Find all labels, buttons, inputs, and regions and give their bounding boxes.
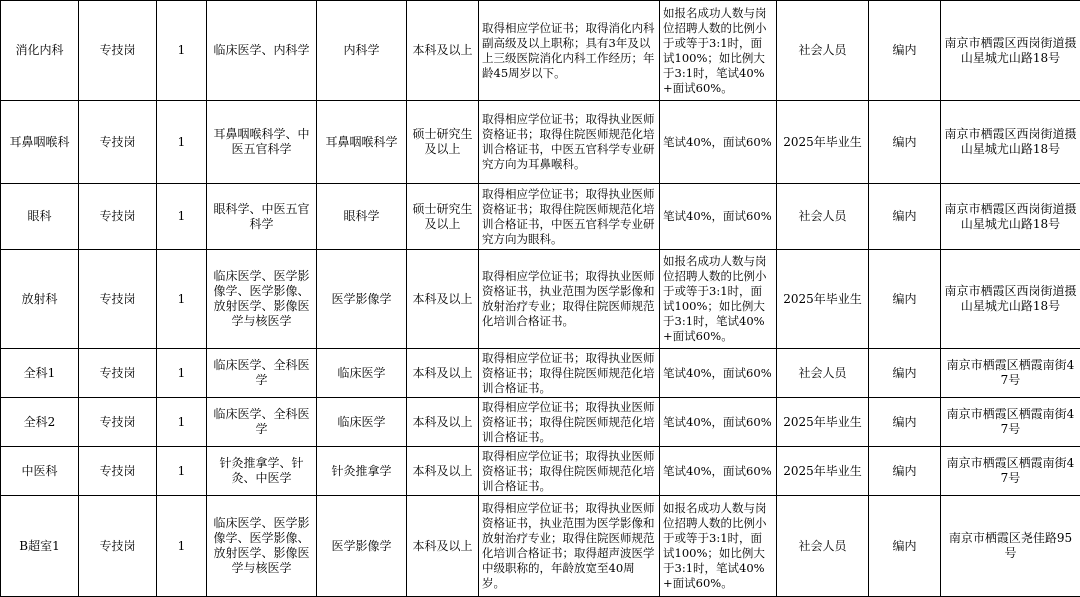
education-cell: 本科及以上 bbox=[407, 496, 479, 597]
target-cell: 2025年毕业生 bbox=[777, 398, 869, 447]
education-cell: 本科及以上 bbox=[407, 447, 479, 496]
requirement-cell: 取得相应学位证书；取得消化内科副高级及以上职称；具有3年及以上三级医院消化内科工作经历；年龄45周岁以下。 bbox=[479, 1, 660, 101]
major-cell: 针灸推拿学、针灸、中医学 bbox=[207, 447, 317, 496]
dept-cell: 中医科 bbox=[1, 447, 79, 496]
count-cell: 1 bbox=[157, 250, 207, 349]
table-row bbox=[1, 447, 1080, 496]
address-cell: 南京市栖霞区西岗街道摄山星城尤山路18号 bbox=[941, 1, 1080, 101]
major-cell: 眼科学、中医五官科学 bbox=[207, 184, 317, 250]
education-cell: 本科及以上 bbox=[407, 1, 479, 101]
major2-cell: 内科学 bbox=[317, 1, 407, 101]
table-row bbox=[1, 496, 1080, 597]
exam-cell: 如报名成功人数与岗位招聘人数的比例小于或等于3:1时，面试100%；如比例大于3:1时，笔试40%+面试60%。 bbox=[660, 250, 777, 349]
education-cell: 本科及以上 bbox=[407, 349, 479, 398]
staffing-cell: 编内 bbox=[869, 349, 941, 398]
address-cell: 南京市栖霞区尧佳路95号 bbox=[941, 496, 1080, 597]
table-row bbox=[1, 250, 1080, 349]
post-type-cell: 专技岗 bbox=[79, 1, 157, 101]
count-cell: 1 bbox=[157, 447, 207, 496]
exam-cell: 如报名成功人数与岗位招聘人数的比例小于或等于3:1时，面试100%；如比例大于3:1时，笔试40%+面试60%。 bbox=[660, 1, 777, 101]
major2-cell: 医学影像学 bbox=[317, 250, 407, 349]
table-row bbox=[1, 349, 1080, 398]
requirement-cell: 取得相应学位证书；取得执业医师资格证书；取得住院医师规范化培训合格证书。 bbox=[479, 349, 660, 398]
target-cell: 社会人员 bbox=[777, 496, 869, 597]
dept-cell: 全科1 bbox=[1, 349, 79, 398]
requirement-cell: 取得相应学位证书；取得执业医师资格证书；取得住院医师规范化培训合格证书。 bbox=[479, 398, 660, 447]
exam-cell: 笔试40%，面试60% bbox=[660, 447, 777, 496]
count-cell: 1 bbox=[157, 398, 207, 447]
count-cell: 1 bbox=[157, 349, 207, 398]
dept-cell: 耳鼻咽喉科 bbox=[1, 101, 79, 184]
requirement-cell: 取得相应学位证书；取得执业医师资格证书；取得住院医师规范化培训合格证书。 bbox=[479, 447, 660, 496]
count-cell: 1 bbox=[157, 496, 207, 597]
dept-cell: B超室1 bbox=[1, 496, 79, 597]
address-cell: 南京市栖霞区栖霞南街47号 bbox=[941, 447, 1080, 496]
address-cell: 南京市栖霞区西岗街道摄山星城尤山路18号 bbox=[941, 184, 1080, 250]
dept-cell: 消化内科 bbox=[1, 1, 79, 101]
target-cell: 2025年毕业生 bbox=[777, 101, 869, 184]
dept-cell: 全科2 bbox=[1, 398, 79, 447]
table-row bbox=[1, 101, 1080, 184]
post-type-cell: 专技岗 bbox=[79, 398, 157, 447]
exam-cell: 笔试40%，面试60% bbox=[660, 184, 777, 250]
major-cell: 临床医学、全科医学 bbox=[207, 349, 317, 398]
post-type-cell: 专技岗 bbox=[79, 184, 157, 250]
count-cell: 1 bbox=[157, 184, 207, 250]
education-cell: 硕士研究生及以上 bbox=[407, 184, 479, 250]
staffing-cell: 编内 bbox=[869, 184, 941, 250]
address-cell: 南京市栖霞区栖霞南街47号 bbox=[941, 398, 1080, 447]
post-type-cell: 专技岗 bbox=[79, 250, 157, 349]
requirement-cell: 取得相应学位证书；取得执业医师资格证书，执业范围为医学影像和放射治疗专业；取得住院医师规范化培训合格证书。 bbox=[479, 250, 660, 349]
major-cell: 临床医学、内科学 bbox=[207, 1, 317, 101]
major2-cell: 医学影像学 bbox=[317, 496, 407, 597]
major2-cell: 眼科学 bbox=[317, 184, 407, 250]
target-cell: 2025年毕业生 bbox=[777, 250, 869, 349]
table-row bbox=[1, 1, 1080, 101]
post-type-cell: 专技岗 bbox=[79, 349, 157, 398]
requirement-cell: 取得相应学位证书；取得执业医师资格证书；取得住院医师规范化培训合格证书，中医五官科学专业研究方向为耳鼻喉科。 bbox=[479, 101, 660, 184]
major2-cell: 耳鼻咽喉科学 bbox=[317, 101, 407, 184]
exam-cell: 笔试40%，面试60% bbox=[660, 349, 777, 398]
target-cell: 社会人员 bbox=[777, 349, 869, 398]
staffing-cell: 编内 bbox=[869, 250, 941, 349]
target-cell: 社会人员 bbox=[777, 1, 869, 101]
post-type-cell: 专技岗 bbox=[79, 496, 157, 597]
exam-cell: 如报名成功人数与岗位招聘人数的比例小于或等于3:1时，面试100%；如比例大于3:1时，笔试40%+面试60%。 bbox=[660, 496, 777, 597]
education-cell: 本科及以上 bbox=[407, 398, 479, 447]
major2-cell: 临床医学 bbox=[317, 349, 407, 398]
staffing-cell: 编内 bbox=[869, 496, 941, 597]
exam-cell: 笔试40%，面试60% bbox=[660, 398, 777, 447]
staffing-cell: 编内 bbox=[869, 398, 941, 447]
major-cell: 耳鼻咽喉科学、中医五官科学 bbox=[207, 101, 317, 184]
target-cell: 社会人员 bbox=[777, 184, 869, 250]
requirement-cell: 取得相应学位证书；取得执业医师资格证书，执业范围为医学影像和放射治疗专业；取得住院医师规范化培训合格证书；取得超声波医学中级职称的，年龄放宽至40周岁。 bbox=[479, 496, 660, 597]
education-cell: 本科及以上 bbox=[407, 250, 479, 349]
address-cell: 南京市栖霞区西岗街道摄山星城尤山路18号 bbox=[941, 101, 1080, 184]
major-cell: 临床医学、医学影像学、医学影像、放射医学、影像医学与核医学 bbox=[207, 250, 317, 349]
post-type-cell: 专技岗 bbox=[79, 447, 157, 496]
address-cell: 南京市栖霞区西岗街道摄山星城尤山路18号 bbox=[941, 250, 1080, 349]
dept-cell: 眼科 bbox=[1, 184, 79, 250]
target-cell: 2025年毕业生 bbox=[777, 447, 869, 496]
address-cell: 南京市栖霞区栖霞南街47号 bbox=[941, 349, 1080, 398]
staffing-cell: 编内 bbox=[869, 447, 941, 496]
major-cell: 临床医学、医学影像学、医学影像、放射医学、影像医学与核医学 bbox=[207, 496, 317, 597]
post-type-cell: 专技岗 bbox=[79, 101, 157, 184]
count-cell: 1 bbox=[157, 101, 207, 184]
table-row bbox=[1, 184, 1080, 250]
major2-cell: 临床医学 bbox=[317, 398, 407, 447]
dept-cell: 放射科 bbox=[1, 250, 79, 349]
table-row bbox=[1, 398, 1080, 447]
requirement-cell: 取得相应学位证书；取得执业医师资格证书；取得住院医师规范化培训合格证书，中医五官科学专业研究方向为眼科。 bbox=[479, 184, 660, 250]
major2-cell: 针灸推拿学 bbox=[317, 447, 407, 496]
staffing-cell: 编内 bbox=[869, 101, 941, 184]
staffing-cell: 编内 bbox=[869, 1, 941, 101]
education-cell: 硕士研究生及以上 bbox=[407, 101, 479, 184]
major-cell: 临床医学、全科医学 bbox=[207, 398, 317, 447]
exam-cell: 笔试40%，面试60% bbox=[660, 101, 777, 184]
count-cell: 1 bbox=[157, 1, 207, 101]
